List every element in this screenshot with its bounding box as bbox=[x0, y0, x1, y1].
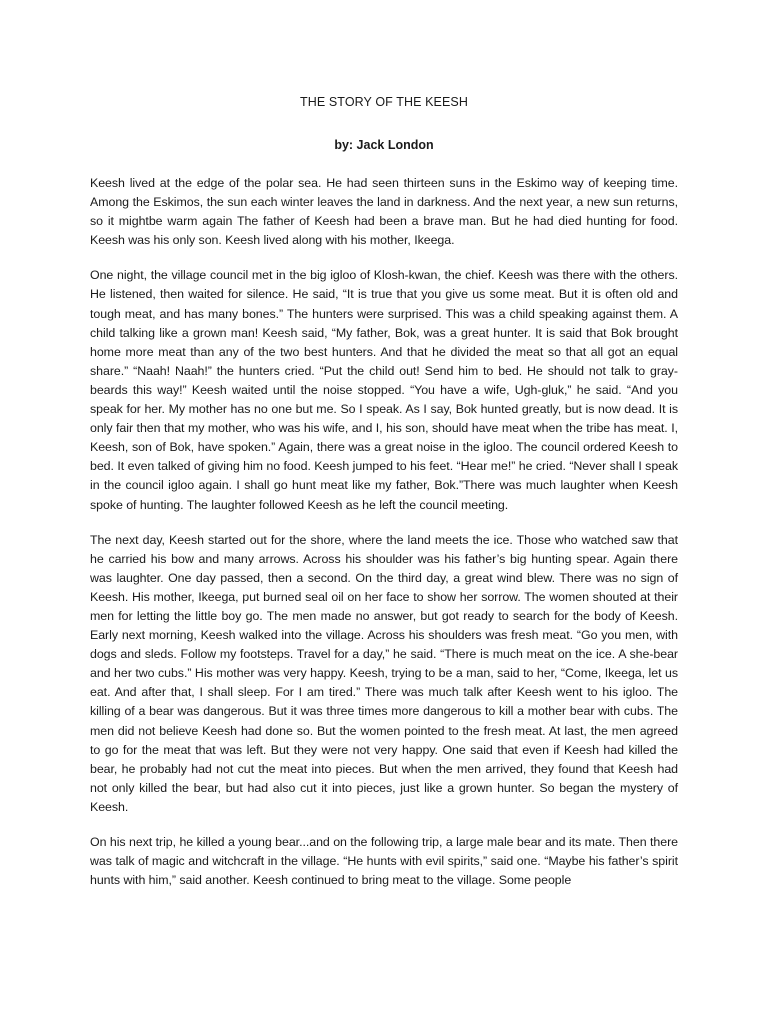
story-title: THE STORY OF THE KEESH bbox=[300, 95, 468, 109]
paragraph-2: One night, the village council met in the big igloo of Klosh-kwan, the chief. Keesh was there with the others. He listened, then waited for silence. He said, “It is true that you give us some meat. But it is often old and tough meat, and has many bones.” The hunters were surprised. This was a child speaking against them. A child talking like a grown man! Keesh said, “My father, Bok, was a great hunter. It is said that Bok brought home more meat than any of the two best hunters. And that he divided the meat so that all got an equal share.” “Naah! Naah!” the hunters cried. “Put the child out! Send him to bed. He should not talk to gray-beards this way!” Keesh waited until the noise stopped. “You have a wife, Ugh-gluk,” he said. “And you speak for her. My mother has no one but me. So I speak. As I say, Bok hunted greatly, but is now dead. It is only fair then that my mother, who was his wife, and I, his son, should have meat when the tribe has meat. I, Keesh, son of Bok, have spoken.” Again, there was a great noise in the igloo. The council ordered Keesh to bed. It even talked of giving him no food. Keesh jumped to his feet. “Hear me!” he cried. “Never shall I speak in the council igloo again. I shall go hunt meat like my father, Bok.”There was much laughter when Keesh spoke of hunting. The laughter followed Keesh as he left the council meeting. bbox=[90, 268, 678, 512]
paragraph-4: On his next trip, he killed a young bear...and on the following trip, a large male bear and its mate. Then there was talk of magic and witchcraft in the village. “He hunts with evil spirits,” said one. “Maybe his father’s spirit hunts with him,” said another. Keesh continued to bring meat to the village. Some people bbox=[90, 835, 678, 888]
document-page bbox=[90, 92, 678, 906]
author-byline: by: Jack London bbox=[334, 138, 434, 152]
paragraph-1: Keesh lived at the edge of the polar sea. He had seen thirteen suns in the Eskimo way of keeping time. Among the Eskimos, the sun each winter leaves the land in darkness. And the next year, a new sun returns, so it mightbe warm again The father of Keesh had been a brave man. But he had died hunting for food. Keesh was his only son. Keesh lived along with his mother, Ikeega. bbox=[90, 176, 678, 248]
paragraph-3: The next day, Keesh started out for the shore, where the land meets the ice. Those who watched saw that he carried his bow and many arrows. Across his shoulder was his father’s big hunting spear. Again there was laughter. One day passed, then a second. On the third day, a great wind blew. There was no sign of Keesh. His mother, Ikeega, put burned seal oil on her face to show her sorrow. The women shouted at their men for letting the little boy go. The men made no answer, but got ready to search for the body of Keesh. Early next morning, Keesh walked into the village. Across his shoulders was fresh meat. “Go you men, with dogs and sleds. Follow my footsteps. Travel for a day,” he said. “There is much meat on the ice. A she-bear and her two cubs.” His mother was very happy. Keesh, trying to be a man, said to her, “Come, Ikeega, let us eat. And after that, I shall sleep. For I am tired.” There was much talk after Keesh went to his igloo. The killing of a bear was dangerous. But it was three times more dangerous to kill a mother bear with cubs. The men did not believe Keesh had done so. But the women pointed to the fresh meat. At last, the men agreed to go for the meat that was left. But they were not very happy. One said that even if Keesh had killed the bear, he probably had not cut the meat into pieces. But when the men arrived, they found that Keesh had not only killed the bear, but had also cut it into pieces, just like a grown hunter. So began the mystery of Keesh. bbox=[90, 532, 678, 814]
